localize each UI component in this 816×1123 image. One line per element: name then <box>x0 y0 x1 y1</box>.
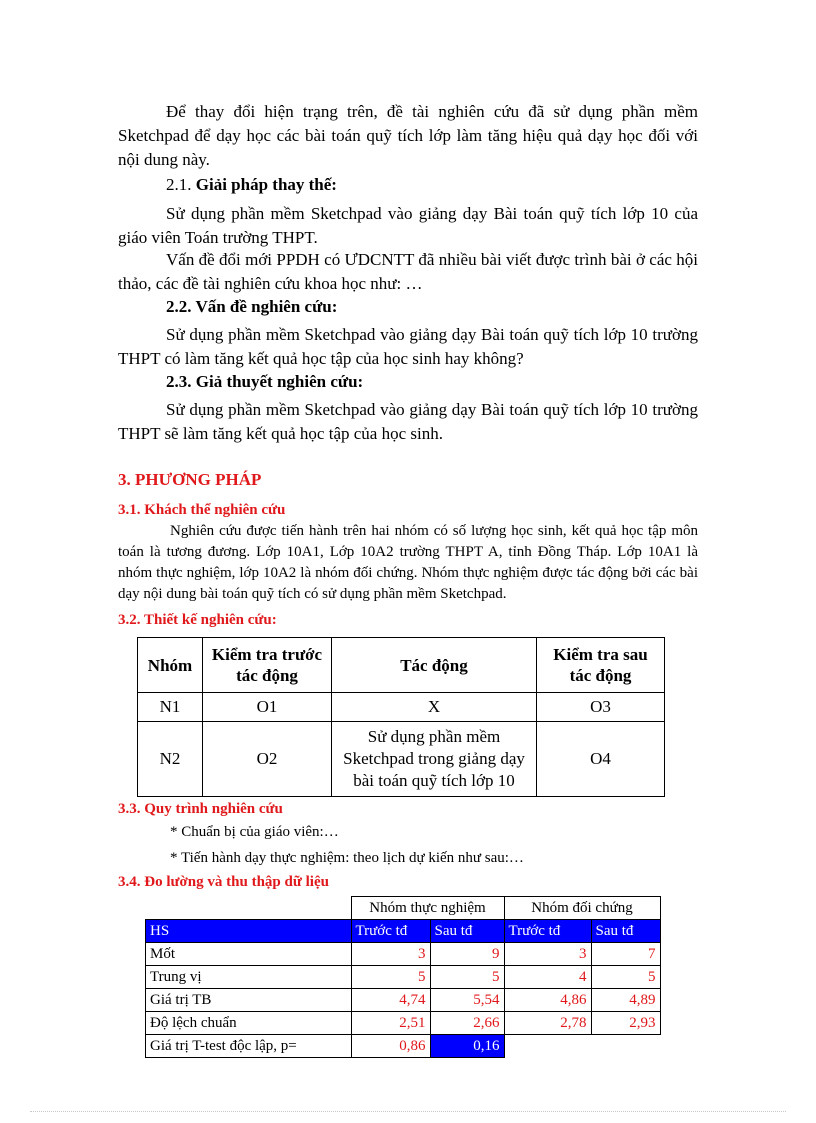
research-design-table <box>137 637 665 797</box>
header-cell: HS <box>146 920 352 943</box>
table-cell: X <box>332 693 537 722</box>
row-label: Độ lệch chuẩn <box>146 1012 352 1035</box>
header-cell: Sau tđ <box>430 920 504 943</box>
table-cell: O2 <box>203 722 332 797</box>
header-cell: Tác động <box>332 638 537 693</box>
heading-3-3: 3.3. Quy trình nghiên cứu <box>118 801 283 817</box>
empty-cell <box>146 897 352 920</box>
table-cell: N2 <box>138 722 203 797</box>
header-cell: Kiểm tra sau tác động <box>537 638 665 693</box>
paragraph-2-3: Sử dụng phần mềm Sketchpad vào giảng dạy Bài toán quỹ tích lớp 10 trường THPT sẽ làm tăng kết quả học tập của học sinh. <box>118 400 698 443</box>
heading-3-2: 3.2. Thiết kế nghiên cứu: <box>118 612 277 628</box>
empty-cell <box>591 1035 660 1058</box>
group-header-experimental: Nhóm thực nghiệm <box>351 897 504 920</box>
row-label: Trung vị <box>146 966 352 989</box>
group-header-row <box>146 897 661 920</box>
header-cell: Kiểm tra trước tác động <box>203 638 332 693</box>
procedure-line-1: * Chuẩn bị của giáo viên:… <box>170 824 339 840</box>
table-row <box>138 722 665 797</box>
row-label: Giá trị T-test độc lập, p= <box>146 1035 352 1058</box>
value-cell: 0,86 <box>351 1035 430 1058</box>
value-cell: 5 <box>430 966 504 989</box>
table-cell: O1 <box>203 693 332 722</box>
header-cell: Sau tđ <box>591 920 660 943</box>
heading-3-4: 3.4. Đo lường và thu thập dữ liệu <box>118 874 329 890</box>
value-cell: 2,51 <box>351 1012 430 1035</box>
heading-2-3: 2.3. Giả thuyết nghiên cứu: <box>166 372 364 391</box>
value-cell: 5,54 <box>430 989 504 1012</box>
table-cell: N1 <box>138 693 203 722</box>
value-cell: 4,89 <box>591 989 660 1012</box>
heading-2-1: 2.1. Giải pháp thay thế: <box>166 175 337 194</box>
value-cell: 5 <box>591 966 660 989</box>
row-label: Giá trị TB <box>146 989 352 1012</box>
measurement-table <box>145 896 661 1058</box>
table-row <box>146 943 661 966</box>
value-cell: 9 <box>430 943 504 966</box>
table-header-row <box>138 638 665 693</box>
value-cell: 4,74 <box>351 989 430 1012</box>
table-cell: O3 <box>537 693 665 722</box>
value-cell: 4,86 <box>504 989 591 1012</box>
value-cell: 2,78 <box>504 1012 591 1035</box>
table-row <box>146 1035 661 1058</box>
procedure-line-2: * Tiến hành dạy thực nghiệm: theo lịch dự kiến như sau:… <box>170 850 524 866</box>
table-row <box>146 966 661 989</box>
table-row <box>138 693 665 722</box>
table-row <box>146 989 661 1012</box>
value-cell: 2,93 <box>591 1012 660 1035</box>
empty-cell <box>504 1035 591 1058</box>
row-label: Mốt <box>146 943 352 966</box>
paragraph-2-1-a: Sử dụng phần mềm Sketchpad vào giảng dạy Bài toán quỹ tích lớp 10 của giáo viên Toán trường THPT. <box>118 204 698 247</box>
section-3-title: 3. PHƯƠNG PHÁP <box>118 470 262 489</box>
table-cell: Sử dụng phần mềm Sketchpad trong giảng dạy bài toán quỹ tích lớp 10 <box>332 722 537 797</box>
sub-header-row <box>146 920 661 943</box>
value-cell: 3 <box>351 943 430 966</box>
paragraph-2-1-b: Vấn đề đổi mới PPDH có ƯDCNTT đã nhiều bài viết được trình bài ở các hội thảo, các đề tài nghiên cứu khoa học như: … <box>118 250 698 293</box>
value-cell: 5 <box>351 966 430 989</box>
table-row <box>146 1012 661 1035</box>
heading-2-2: 2.2. Vấn đề nghiên cứu: <box>166 297 338 316</box>
value-cell: 2,66 <box>430 1012 504 1035</box>
group-header-control: Nhóm đối chứng <box>504 897 660 920</box>
highlighted-value-cell: 0,16 <box>430 1035 504 1058</box>
paragraph-3-1: Nghiên cứu được tiến hành trên hai nhóm có số lượng học sinh, kết quả học tập môn toán là tương đương. Lớp 10A1, Lớp 10A2 trường THPT A, tỉnh Đồng Tháp. Lớp 10A1 là nhóm thực nghiệm, lớp 10A2 là nhóm đối chứng. Nhóm thực nghiệm được tác động bởi các bài dạy nội dung bài toán quỹ tích có sử dụng phần mềm Sketchpad. <box>118 523 698 602</box>
paragraph-2-2: Sử dụng phần mềm Sketchpad vào giảng dạy Bài toán quỹ tích lớp 10 trường THPT có làm tăng kết quả học tập của học sinh hay không? <box>118 325 698 368</box>
page-bottom-divider <box>30 1111 786 1112</box>
value-cell: 7 <box>591 943 660 966</box>
header-cell: Trước tđ <box>504 920 591 943</box>
header-cell: Trước tđ <box>351 920 430 943</box>
table-cell: O4 <box>537 722 665 797</box>
value-cell: 3 <box>504 943 591 966</box>
value-cell: 4 <box>504 966 591 989</box>
heading-3-1: 3.1. Khách thể nghiên cứu <box>118 502 286 518</box>
header-cell: Nhóm <box>138 638 203 693</box>
intro-paragraph: Để thay đổi hiện trạng trên, đề tài nghiên cứu đã sử dụng phần mềm Sketchpad để dạy học các bài toán quỹ tích lớp làm tăng hiệu quả dạy học đối với nội dung này. <box>118 102 698 169</box>
